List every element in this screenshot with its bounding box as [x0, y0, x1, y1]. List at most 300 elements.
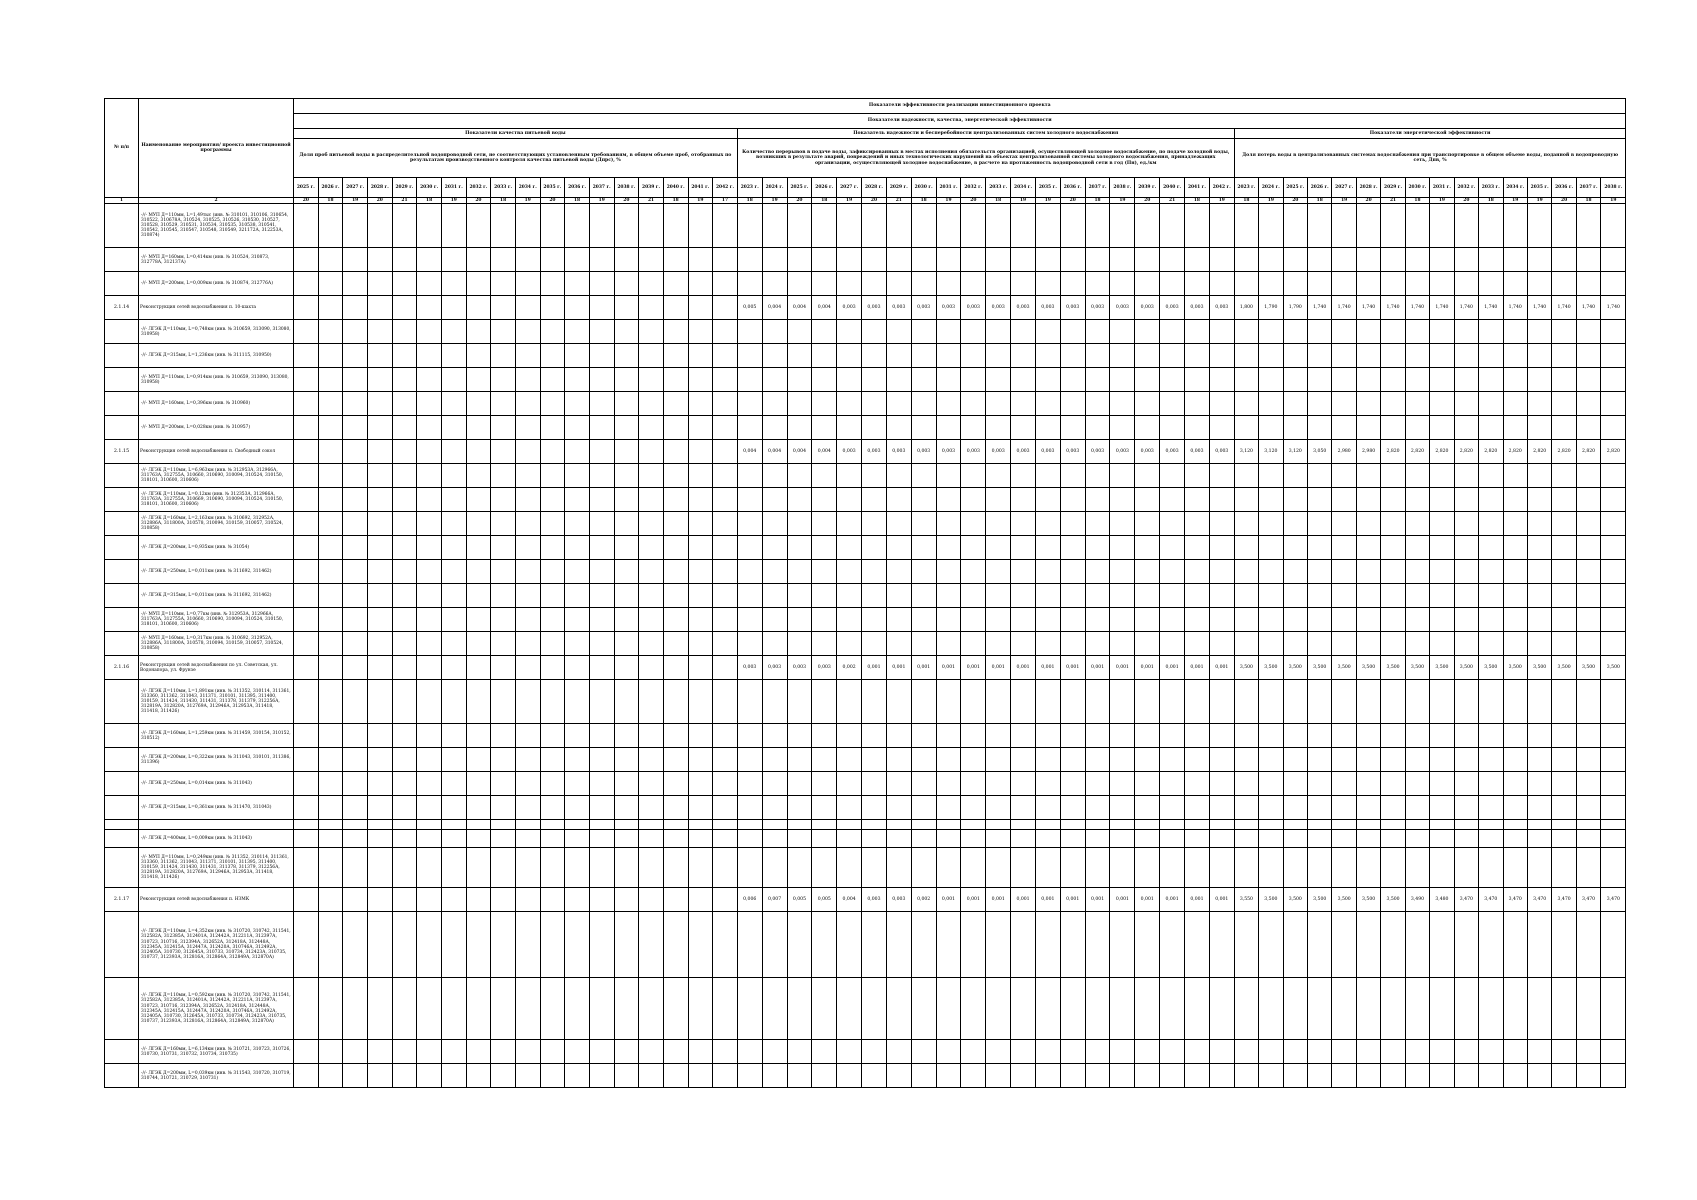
water-loss-value [1283, 632, 1307, 656]
year-header: 2034 г. [1011, 178, 1036, 198]
water-loss-value [1479, 248, 1503, 272]
water-quality-cell [515, 978, 540, 1040]
water-quality-cell [515, 772, 540, 796]
reliability-value [787, 368, 812, 392]
reliability-value: 0,003 [961, 296, 986, 320]
reliability-value [886, 680, 911, 724]
column-number: 18 [1576, 198, 1600, 204]
reliability-value: 0,004 [837, 888, 862, 912]
water-loss-value [1381, 464, 1405, 488]
reliability-value [1035, 608, 1060, 632]
water-loss-value [1234, 830, 1258, 848]
water-quality-cell [515, 632, 540, 656]
reliability-value [1011, 344, 1036, 368]
water-loss-value [1332, 912, 1356, 978]
water-loss-value [1454, 632, 1478, 656]
water-quality-cell [565, 464, 590, 488]
row-code [105, 464, 139, 488]
reliability-value [1035, 368, 1060, 392]
water-quality-cell [663, 440, 688, 464]
water-loss-value [1430, 820, 1454, 830]
measure-name: Реконструкция сетей водоснабжения п. НЗМК [139, 888, 294, 912]
water-quality-cell [417, 464, 442, 488]
water-quality-cell [491, 656, 516, 680]
water-loss-value [1576, 978, 1600, 1040]
water-loss-value [1234, 748, 1258, 772]
water-loss-value [1552, 464, 1576, 488]
water-quality-cell [565, 392, 590, 416]
water-quality-cell [318, 848, 343, 888]
reliability-value [1160, 608, 1185, 632]
water-loss-value [1527, 1064, 1551, 1088]
water-quality-cell [318, 272, 343, 296]
water-loss-value [1332, 820, 1356, 830]
water-loss-value [1234, 512, 1258, 536]
column-number: 20 [540, 198, 565, 204]
water-quality-cell [589, 440, 614, 464]
reliability-value [1035, 680, 1060, 724]
reliability-value [812, 320, 837, 344]
sub-measure-row [105, 416, 1626, 440]
reliability-value: 0,005 [737, 296, 762, 320]
reliability-value [1035, 488, 1060, 512]
reliability-value [1135, 848, 1160, 888]
water-quality-cell [441, 772, 466, 796]
water-loss-value [1332, 344, 1356, 368]
sub-measure-row [105, 1064, 1626, 1088]
water-loss-value [1601, 344, 1626, 368]
water-quality-cell [713, 584, 738, 608]
water-quality-cell [688, 888, 713, 912]
water-quality-cell [343, 512, 368, 536]
water-loss-value [1503, 748, 1527, 772]
water-quality-cell [392, 888, 417, 912]
water-quality-cell [367, 248, 392, 272]
reliability-value [737, 608, 762, 632]
water-loss-value [1405, 512, 1429, 536]
water-loss-value: 3,470 [1552, 888, 1576, 912]
water-quality-cell [663, 772, 688, 796]
water-quality-cell [491, 296, 516, 320]
water-quality-cell [565, 204, 590, 248]
reliability-value [1085, 772, 1110, 796]
reliability-value [1209, 320, 1234, 344]
reliability-value [1185, 584, 1210, 608]
reliability-value [886, 512, 911, 536]
water-quality-cell [589, 320, 614, 344]
reliability-value [1035, 796, 1060, 820]
water-quality-cell [639, 560, 664, 584]
reliability-value [1110, 796, 1135, 820]
row-code: 2.1.14 [105, 296, 139, 320]
reliability-value [862, 416, 887, 440]
reliability-value [812, 608, 837, 632]
reliability-value [762, 464, 787, 488]
year-header: 2041 г. [688, 178, 713, 198]
water-quality-cell [441, 848, 466, 888]
water-loss-value [1381, 680, 1405, 724]
water-quality-cell [540, 820, 565, 830]
water-quality-cell [663, 536, 688, 560]
reliability-value [936, 560, 961, 584]
water-quality-cell [688, 608, 713, 632]
reliability-value [837, 488, 862, 512]
water-quality-cell [515, 888, 540, 912]
water-loss-value [1601, 748, 1626, 772]
reliability-value [787, 820, 812, 830]
reliability-value [1085, 748, 1110, 772]
reliability-value [1035, 416, 1060, 440]
reliability-value [986, 1040, 1011, 1064]
reliability-value [1060, 344, 1085, 368]
water-loss-value [1283, 416, 1307, 440]
measure-name: -//- ЛГЭК Д=315мм, L=0,011км (инв. № 311692, 311462) [139, 584, 294, 608]
water-loss-value [1234, 272, 1258, 296]
reliability-value [737, 632, 762, 656]
reliability-value [787, 392, 812, 416]
water-loss-value [1308, 368, 1332, 392]
water-quality-cell [294, 1040, 319, 1064]
water-loss-value [1356, 464, 1380, 488]
water-loss-value [1308, 512, 1332, 536]
reliability-value [1160, 416, 1185, 440]
water-loss-value: 1,790 [1259, 296, 1283, 320]
water-quality-cell [367, 1064, 392, 1088]
reliability-value: 0,004 [812, 440, 837, 464]
reliability-value [1060, 272, 1085, 296]
reliability-value [812, 820, 837, 830]
reliability-value: 0,001 [911, 656, 936, 680]
reliability-value [862, 464, 887, 488]
water-loss-value [1381, 772, 1405, 796]
water-loss-value [1503, 978, 1527, 1040]
water-quality-cell [318, 560, 343, 584]
water-loss-value: 3,120 [1259, 440, 1283, 464]
water-quality-cell [614, 848, 639, 888]
water-quality-cell [663, 848, 688, 888]
water-quality-cell [540, 344, 565, 368]
reliability-value [737, 512, 762, 536]
water-quality-cell [491, 204, 516, 248]
reliability-value [961, 248, 986, 272]
water-quality-cell [614, 488, 639, 512]
water-quality-cell [441, 248, 466, 272]
reliability-value [986, 796, 1011, 820]
water-quality-cell [392, 488, 417, 512]
water-quality-cell [639, 488, 664, 512]
row-code [105, 416, 139, 440]
reliability-value [1011, 724, 1036, 748]
water-quality-cell [441, 320, 466, 344]
water-quality-cell [565, 796, 590, 820]
reliability-value [961, 820, 986, 830]
water-quality-cell [466, 772, 491, 796]
water-loss-value [1259, 464, 1283, 488]
water-quality-cell [540, 680, 565, 724]
year-header: 2039 г. [1135, 178, 1160, 198]
reliability-value [1185, 464, 1210, 488]
water-quality-cell [294, 632, 319, 656]
water-loss-value [1527, 796, 1551, 820]
water-loss-value [1234, 488, 1258, 512]
water-loss-value [1405, 772, 1429, 796]
water-quality-cell [318, 392, 343, 416]
water-loss-value [1234, 1064, 1258, 1088]
year-header: 2027 г. [343, 178, 368, 198]
water-loss-value [1259, 724, 1283, 748]
water-quality-cell [713, 204, 738, 248]
reliability-value: 0,005 [812, 888, 837, 912]
water-loss-value [1552, 748, 1576, 772]
column-number: 20 [1356, 198, 1380, 204]
water-quality-cell [663, 912, 688, 978]
water-quality-cell [491, 368, 516, 392]
water-quality-cell [663, 830, 688, 848]
reliability-value: 0,001 [961, 888, 986, 912]
reliability-value [762, 272, 787, 296]
water-quality-cell [614, 772, 639, 796]
water-loss-value [1259, 320, 1283, 344]
water-loss-value: 3,500 [1259, 888, 1283, 912]
water-loss-value [1259, 584, 1283, 608]
water-quality-cell [392, 796, 417, 820]
water-loss-value [1283, 1040, 1307, 1064]
reliability-value [762, 416, 787, 440]
row-code [105, 632, 139, 656]
water-loss-value [1430, 608, 1454, 632]
water-quality-cell [343, 464, 368, 488]
reliability-value [961, 392, 986, 416]
water-loss-value: 1,740 [1601, 296, 1626, 320]
reliability-value: 0,003 [862, 888, 887, 912]
water-loss-value [1601, 724, 1626, 748]
reliability-value [1060, 912, 1085, 978]
water-quality-cell [688, 830, 713, 848]
water-loss-value [1527, 772, 1551, 796]
reliability-value [886, 204, 911, 248]
reliability-value [1060, 1064, 1085, 1088]
water-loss-value [1259, 560, 1283, 584]
column-number: 19 [441, 198, 466, 204]
water-quality-cell [663, 512, 688, 536]
column-number: 21 [639, 198, 664, 204]
water-quality-cell [589, 912, 614, 978]
year-header: 2029 г. [886, 178, 911, 198]
water-loss-value [1332, 416, 1356, 440]
water-loss-value [1381, 272, 1405, 296]
water-quality-cell [441, 536, 466, 560]
column-number: 18 [1405, 198, 1429, 204]
water-loss-value [1332, 724, 1356, 748]
water-quality-cell [614, 204, 639, 248]
column-number: 19 [1011, 198, 1036, 204]
water-quality-cell [417, 536, 442, 560]
water-quality-cell [343, 204, 368, 248]
reliability-value [812, 560, 837, 584]
water-loss-value [1405, 1040, 1429, 1064]
water-loss-value [1356, 680, 1380, 724]
measure-name: Реконструкция сетей водоснабжения п. 10-шахта [139, 296, 294, 320]
water-quality-cell [565, 1040, 590, 1064]
water-quality-cell [343, 848, 368, 888]
column-number: 19 [1035, 198, 1060, 204]
water-quality-cell [367, 820, 392, 830]
water-loss-value [1503, 680, 1527, 724]
water-loss-value [1552, 560, 1576, 584]
water-quality-cell [318, 320, 343, 344]
water-loss-value [1405, 724, 1429, 748]
reliability-value [1185, 1040, 1210, 1064]
water-loss-value [1601, 204, 1626, 248]
water-quality-cell [663, 584, 688, 608]
reliability-value [787, 1040, 812, 1064]
water-loss-value [1503, 1064, 1527, 1088]
water-quality-cell [343, 320, 368, 344]
reliability-value [1185, 796, 1210, 820]
reliability-value [1209, 488, 1234, 512]
water-loss-value [1356, 344, 1380, 368]
water-quality-cell [441, 440, 466, 464]
reliability-value [1035, 632, 1060, 656]
reliability-value [862, 248, 887, 272]
reliability-value [961, 560, 986, 584]
reliability-value: 0,001 [1011, 656, 1036, 680]
water-loss-value [1479, 272, 1503, 296]
reliability-value [911, 416, 936, 440]
water-loss-value [1332, 772, 1356, 796]
reliability-value: 0,001 [1160, 888, 1185, 912]
water-loss-value [1308, 320, 1332, 344]
water-quality-cell [343, 248, 368, 272]
water-loss-value [1405, 830, 1429, 848]
reliability-value [1035, 204, 1060, 248]
reliability-value [1135, 608, 1160, 632]
reliability-value [1160, 320, 1185, 344]
reliability-value [762, 204, 787, 248]
reliability-value [886, 912, 911, 978]
water-quality-cell [688, 1064, 713, 1088]
water-quality-cell [713, 680, 738, 724]
water-loss-value: 3,500 [1234, 656, 1258, 680]
water-quality-cell [367, 344, 392, 368]
water-loss-value [1405, 680, 1429, 724]
water-loss-value [1283, 560, 1307, 584]
water-quality-cell [540, 748, 565, 772]
water-quality-cell [688, 820, 713, 830]
reliability-value [862, 796, 887, 820]
water-loss-value [1283, 978, 1307, 1040]
reliability-value [1185, 272, 1210, 296]
water-quality-cell [294, 344, 319, 368]
water-loss-value [1332, 1040, 1356, 1064]
reliability-value [986, 1064, 1011, 1088]
water-loss-value [1503, 248, 1527, 272]
reliability-value [886, 368, 911, 392]
reliability-value [812, 248, 837, 272]
row-code: 2.1.15 [105, 440, 139, 464]
water-loss-value [1503, 830, 1527, 848]
reliability-value [911, 368, 936, 392]
water-quality-cell [565, 1064, 590, 1088]
reliability-value [1160, 632, 1185, 656]
water-loss-value [1283, 320, 1307, 344]
year-header: 2035 г. [1035, 178, 1060, 198]
reliability-value [936, 488, 961, 512]
reliability-value [762, 978, 787, 1040]
reliability-value [837, 1040, 862, 1064]
water-quality-cell [318, 416, 343, 440]
reliability-value [886, 820, 911, 830]
column-number: 20 [614, 198, 639, 204]
water-loss-value: 3,500 [1308, 888, 1332, 912]
water-quality-cell [589, 344, 614, 368]
reliability-value [1110, 848, 1135, 888]
year-header: 2028 г. [367, 178, 392, 198]
water-quality-cell [392, 912, 417, 978]
water-quality-cell [367, 296, 392, 320]
water-loss-value [1601, 632, 1626, 656]
water-quality-cell [318, 488, 343, 512]
water-loss-value: 2,820 [1430, 440, 1454, 464]
measure-name [139, 820, 294, 830]
reliability-value [1110, 204, 1135, 248]
water-quality-cell [614, 912, 639, 978]
water-loss-value [1601, 272, 1626, 296]
water-quality-cell [294, 830, 319, 848]
water-loss-value: 1,740 [1503, 296, 1527, 320]
water-loss-value [1259, 748, 1283, 772]
water-quality-cell [318, 680, 343, 724]
water-quality-cell [441, 888, 466, 912]
water-quality-cell [392, 680, 417, 724]
water-quality-cell [343, 272, 368, 296]
water-loss-value [1503, 204, 1527, 248]
measure-name: -//- ЛГЭК Д=400мм, L=0,009км (инв. № 311043) [139, 830, 294, 848]
water-quality-cell [663, 796, 688, 820]
reliability-value: 0,007 [762, 888, 787, 912]
water-quality-cell [417, 680, 442, 724]
reliability-value [1011, 978, 1036, 1040]
reliability-value [886, 748, 911, 772]
water-loss-value [1503, 608, 1527, 632]
water-loss-value [1479, 320, 1503, 344]
water-quality-cell [318, 656, 343, 680]
water-loss-value: 3,500 [1283, 888, 1307, 912]
water-quality-cell [466, 392, 491, 416]
reliability-value [1110, 830, 1135, 848]
column-number: 19 [1259, 198, 1283, 204]
water-quality-cell [515, 368, 540, 392]
water-quality-cell [688, 772, 713, 796]
reliability-value [961, 512, 986, 536]
reliability-value [862, 320, 887, 344]
water-loss-value [1381, 1040, 1405, 1064]
water-quality-cell [515, 464, 540, 488]
reliability-value: 0,003 [886, 888, 911, 912]
reliability-value [886, 848, 911, 888]
water-loss-value: 3,500 [1259, 656, 1283, 680]
water-quality-cell [466, 820, 491, 830]
water-loss-value [1454, 820, 1478, 830]
reliability-value [787, 560, 812, 584]
water-quality-cell [639, 344, 664, 368]
reliability-value [1060, 632, 1085, 656]
row-code [105, 320, 139, 344]
water-quality-cell [614, 344, 639, 368]
reliability-value [862, 560, 887, 584]
reliability-value: 0,001 [1085, 888, 1110, 912]
reliability-value [961, 368, 986, 392]
